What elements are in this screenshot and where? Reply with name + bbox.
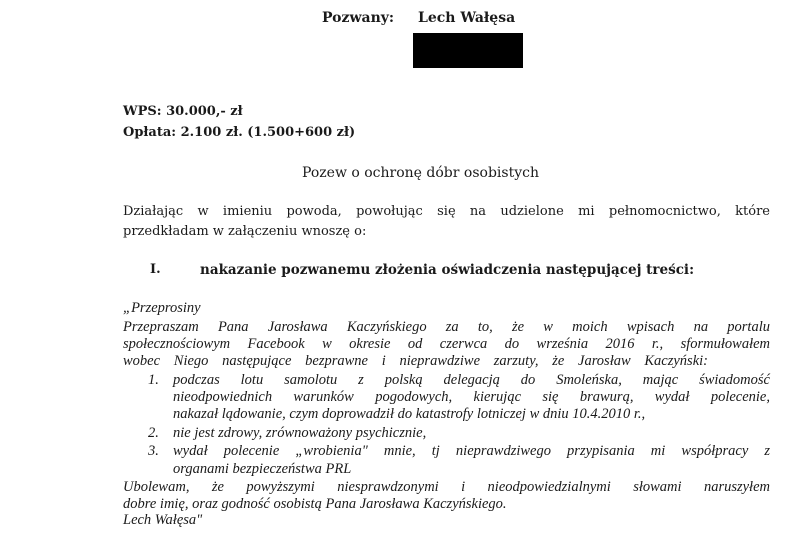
apology-heading: „Przeprosiny xyxy=(123,300,201,316)
item-line: wydał polecenie „wrobienia" mnie, tj nieprawdziwego przypisania mi współpracy z xyxy=(173,443,770,459)
signature: Lech Wałęsa" xyxy=(123,512,203,528)
item-line: organami bezpieczeństwa PRL xyxy=(173,461,352,477)
closing-line: dobre imię, oraz godność osobistą Pana Jarosława Kaczyńskiego. xyxy=(123,496,507,512)
intro-line: przedkładam w załączeniu wnoszę o: xyxy=(123,224,367,239)
item-line: podczas lotu samolotu z polską delegacją do Smoleńska, mając świadomość xyxy=(173,372,770,388)
apology-line: społecznościowym Facebook w okresie od czerwca do września 2016 r., sformułowałem xyxy=(123,336,770,352)
defendant-name: Lech Wałęsa xyxy=(418,10,516,26)
defendant-label: Pozwany: xyxy=(322,10,395,26)
item-line: nakazał lądowanie, czym doprowadził do katastrofy lotniczej w dniu 10.4.2010 r., xyxy=(173,406,646,422)
intro-line: Działając w imieniu powoda, powołując się na udzielone mi pełnomocnictwo, które xyxy=(123,204,770,219)
item-number: 3. xyxy=(148,443,159,459)
document-title: Pozew o ochronę dóbr osobistych xyxy=(302,165,539,181)
closing-line: Ubolewam, że powyższymi niesprawdzonymi i nieodpowiedzialnymi słowami naruszyłem xyxy=(123,479,770,495)
demand-number: I. xyxy=(150,262,161,277)
item-number: 1. xyxy=(148,372,159,388)
redaction-box xyxy=(413,33,523,68)
apology-line: wobec Niego następujące bezprawne i nieprawdziwe zarzuty, że Jarosław Kaczyński: xyxy=(123,353,708,369)
demand-text: nakazanie pozwanemu złożenia oświadczenia następującej treści: xyxy=(200,262,695,278)
fee-line: Opłata: 2.100 zł. (1.500+600 zł) xyxy=(123,125,356,140)
apology-line: Przepraszam Pana Jarosława Kaczyńskiego za to, że w moich wpisach na portalu xyxy=(123,319,770,335)
item-line: nieodpowiednich warunków pogodowych, kierując się brawurą, wydał polecenie, xyxy=(173,389,770,405)
item-line: nie jest zdrowy, zrównoważony psychicznie, xyxy=(173,425,427,441)
item-number: 2. xyxy=(148,425,159,441)
wps-line: WPS: 30.000,- zł xyxy=(123,104,243,119)
